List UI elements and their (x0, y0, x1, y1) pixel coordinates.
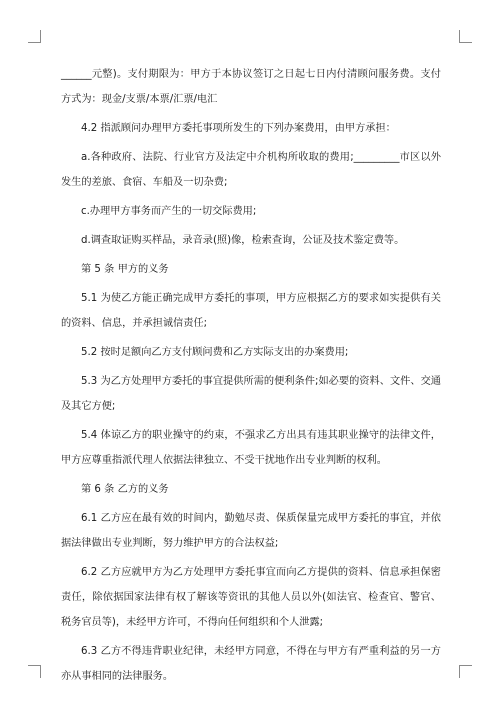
paragraph-5-2: 5.2 按时足额向乙方支付顾问费和乙方实际支出的办案费用; (81, 347, 349, 358)
paragraph-4-2-a: a.各种政府、法院、行业官方及法定中介机构所收取的费用;_________市区以外发生的差旅、食宿、车船及一切杂费; (61, 152, 441, 188)
paragraph-6-2: 6.2 乙方应就甲方为乙方处理甲方委托事宜而向乙方提供的资料、信息承担保密责任，除依据国家法律有权了解该等资讯的其他人员以外(如法官、检查官、警官、税务官员等)，未经甲方许可，不得向任何组织和个人泄露; (61, 567, 441, 628)
paragraph-4-2-c: c.办理甲方事务而产生的一切交际费用; (81, 206, 257, 217)
corner-mark-top-left (28, 30, 41, 43)
paragraph-5-4: 5.4 体谅乙方的职业操守的约束，不强求乙方出具有违其职业操守的法律文件，甲方应尊重指派代理人依据法律独立、不受干扰地作出专业判断的权利。 (61, 430, 441, 466)
paragraph-4-2: 4.2 指派顾问办理甲方委托事项所发生的下列办案费用，由甲方承担： (81, 123, 396, 134)
paragraph-4-2-d: d.调查取证购买样品，录音录(照)像，检索查询，公证及技术鉴定费等。 (81, 235, 405, 246)
corner-mark-bottom-left (28, 665, 41, 678)
paragraph-6-1: 6.1 乙方应在最有效的时间内，勤勉尽责、保质保量完成甲方委托的事宜，并依据法律做出专业判断，努力维护甲方的合法权益; (61, 513, 441, 549)
paragraph-5-1: 5.1 为使乙方能正确完成甲方委托的事项，甲方应根据乙方的要求如实提供有关的资料、信息，并承担诚信责任; (61, 293, 441, 329)
document-body (61, 62, 441, 689)
section-heading-article-6: 第 6 条 乙方的义务 (81, 484, 169, 495)
corner-mark-bottom-right (459, 665, 472, 678)
corner-mark-top-right (459, 30, 472, 43)
paragraph-payment-terms: ______元整)。支付期限为：甲方于本协议签订之日起七日内付清顾问服务费。支付方式为：现金/支票/本票/汇票/电汇 (61, 69, 441, 105)
paragraph-5-3: 5.3 为乙方处理甲方委托的事宜提供所需的便利条件;如必要的资料、文件、交通及其它方便; (61, 376, 441, 412)
section-heading-article-5: 第 5 条 甲方的义务 (81, 264, 169, 275)
paragraph-6-3: 6.3 乙方不得违背职业纪律，未经甲方同意，不得在与甲方有严重利益的另一方亦从事相同的法律服务。 (61, 646, 441, 682)
